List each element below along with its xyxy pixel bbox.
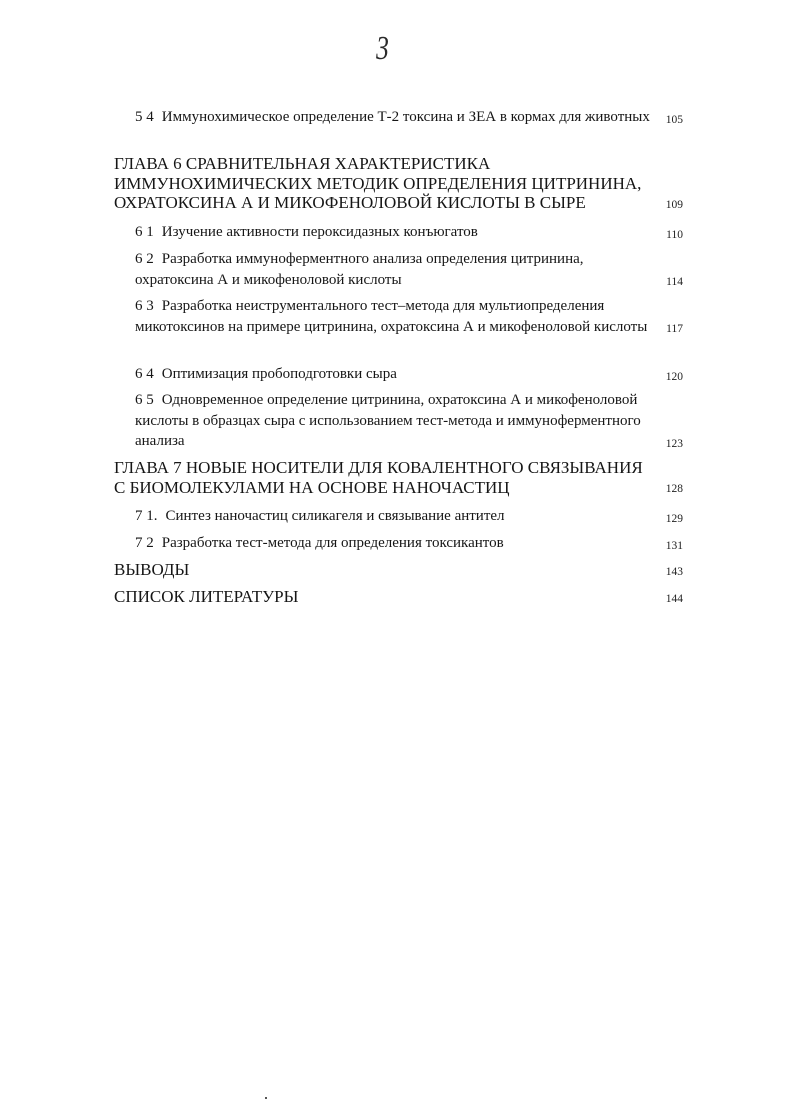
- entry-page: 129: [665, 512, 683, 525]
- toc-references: [114, 587, 683, 607]
- section-number: 5 4: [135, 109, 154, 125]
- entry-page: 117: [666, 323, 683, 335]
- chapter-title: ГЛАВА 7 НОВЫЕ НОСИТЕЛИ ДЛЯ КОВАЛЕНТНОГО СВЯЗЫВАНИЯ С БИОМОЛЕКУЛАМИ НА ОСНОВЕ НАНОЧАСТИЦ: [114, 458, 643, 497]
- entry-title: Разработка иммуноферментного анализа определения цитринина, охратоксина А и микофеноловой кислоты: [135, 251, 584, 288]
- toc-entry-5-4: [135, 107, 683, 128]
- entry-page: 143: [665, 565, 683, 578]
- toc-entry-6-1: [135, 222, 683, 243]
- entry-title: Изучение активности пероксидазных конъюгатов: [161, 224, 478, 240]
- toc-conclusions: [114, 560, 683, 580]
- section-number: 6 3: [135, 298, 154, 314]
- section-number: 6 1: [135, 224, 154, 240]
- entry-page: 109: [665, 198, 683, 211]
- entry-title: Одновременное определение цитринина, охратоксина А и микофеноловой кислоты в образцах сыра с использованием тест-метода и иммуноферментного анализа: [135, 392, 641, 449]
- section-number: 6 5: [135, 392, 154, 408]
- page-number: 3: [376, 30, 389, 67]
- scan-artifact: [265, 1097, 267, 1099]
- toc-entry-7-1: [135, 506, 683, 527]
- chapter-title: ГЛАВА 6 СРАВНИТЕЛЬНАЯ ХАРАКТЕРИСТИКА ИММУНОХИМИЧЕСКИХ МЕТОДИК ОПРЕДЕЛЕНИЯ ЦИТРИНИНА, ОХРАТОКСИНА А И МИКОФЕНОЛОВОЙ КИСЛОТЫ В СЫРЕ: [114, 154, 642, 212]
- toc-entry-6-4: [135, 364, 683, 385]
- section-number: 7 1.: [135, 508, 158, 524]
- section-number: 6 2: [135, 251, 154, 267]
- entry-title: Разработка неиструментального тест–метода для мультиопределения микотоксинов на примере цитринина, охратоксина А и микофеноловой кислоты: [135, 298, 648, 335]
- entry-page: 128: [665, 483, 683, 495]
- toc-entry-6-2: [135, 249, 683, 290]
- entry-page: 105: [665, 113, 683, 126]
- entry-title: Оптимизация пробоподготовки сыра: [161, 366, 397, 382]
- entry-title: Разработка тест-метода для определения токсикантов: [161, 535, 504, 551]
- entry-page: 123: [665, 437, 683, 450]
- toc-entry-7-2: [135, 533, 683, 554]
- chapter-title: ВЫВОДЫ: [114, 560, 190, 579]
- entry-page: 110: [666, 228, 683, 241]
- section-number: 7 2: [135, 535, 154, 551]
- toc-entry-6-3: [135, 296, 683, 337]
- entry-page: 120: [665, 370, 683, 383]
- entry-page: 114: [666, 276, 683, 288]
- entry-title: Иммунохимическое определение Т-2 токсина и ЗЕА в кормах для животных: [161, 109, 650, 125]
- chapter-title: СПИСОК ЛИТЕРАТУРЫ: [114, 587, 299, 606]
- section-number: 6 4: [135, 366, 154, 382]
- entry-page: 144: [665, 592, 683, 605]
- entry-title: Синтез наночастиц силикагеля и связывание антител: [165, 508, 505, 524]
- toc-chapter-6: [114, 154, 683, 213]
- toc-entry-6-5: [135, 390, 683, 452]
- toc-chapter-7: [114, 458, 683, 497]
- entry-page: 131: [665, 539, 683, 552]
